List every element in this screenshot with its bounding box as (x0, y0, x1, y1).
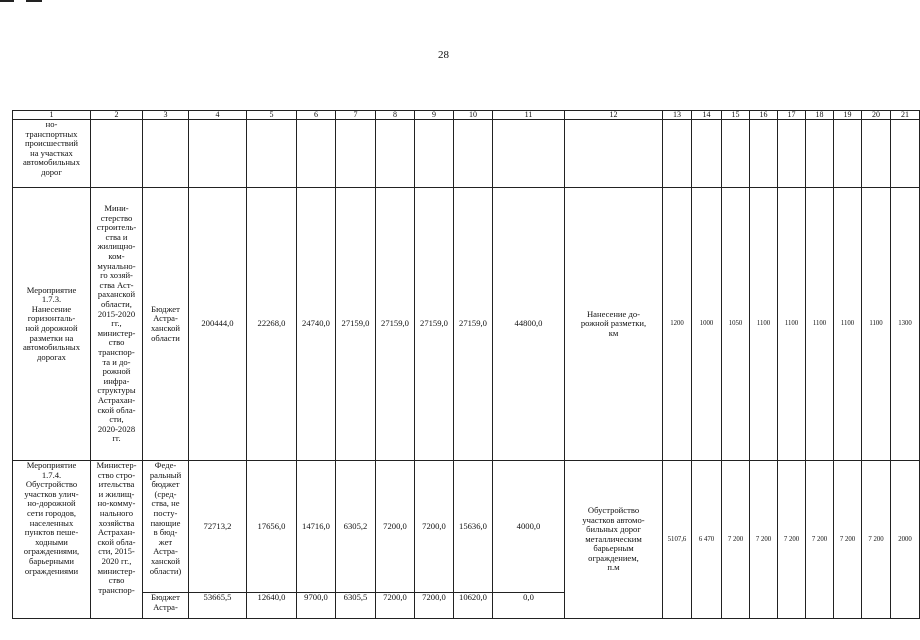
target-value-cell: 1100 (862, 188, 891, 461)
column-number: 8 (376, 111, 415, 120)
funding-value-cell: 9700,0 (297, 593, 336, 619)
column-number: 7 (336, 111, 376, 120)
column-number: 9 (415, 111, 454, 120)
measure-name-cell: но- транспортных происшествий на участках автомобильных дорог (13, 120, 91, 188)
funding-source-cell: Феде- ральный бюджет (сред- ства, не посту- пающие в бюд- жет Астра- ханской области) (143, 461, 189, 593)
page-number: 28 (438, 49, 449, 61)
column-number: 16 (750, 111, 778, 120)
column-number: 4 (189, 111, 247, 120)
column-number: 2 (91, 111, 143, 120)
target-value-cell: 6 470 (692, 461, 722, 619)
funding-value-cell: 17656,0 (247, 461, 297, 593)
executor-cell: Министер- ство стро- ительства и жилищ- но-комму- нального хозяйства Астрахан- ской обла- сти, 2015- 2020 гг., министер- ство транспор- (91, 461, 143, 619)
funding-value-cell: 24740,0 (297, 188, 336, 461)
target-value-cell: 2000 (891, 461, 920, 619)
funding-value-cell: 27159,0 (415, 188, 454, 461)
funding-value-cell: 4000,0 (493, 461, 565, 593)
target-value-cell: 7 200 (722, 461, 750, 619)
funding-value-cell: 44800,0 (493, 188, 565, 461)
funding-value-cell: 27159,0 (336, 188, 376, 461)
funding-value-cell: 7200,0 (376, 593, 415, 619)
target-value-cell: 7 200 (750, 461, 778, 619)
column-number: 20 (862, 111, 891, 120)
column-number: 3 (143, 111, 189, 120)
column-number: 11 (493, 111, 565, 120)
column-number: 19 (834, 111, 862, 120)
funding-value-cell: 14716,0 (297, 461, 336, 593)
target-value-cell: 7 200 (862, 461, 891, 619)
funding-value-cell: 12640,0 (247, 593, 297, 619)
column-number: 13 (663, 111, 692, 120)
column-number: 14 (692, 111, 722, 120)
target-value-cell: 1100 (806, 188, 834, 461)
target-value-cell: 7 200 (778, 461, 806, 619)
funding-value-cell: 27159,0 (454, 188, 493, 461)
target-value-cell: 1000 (692, 188, 722, 461)
funding-value-cell: 10620,0 (454, 593, 493, 619)
target-value-cell: 1200 (663, 188, 692, 461)
target-value-cell: 7 200 (806, 461, 834, 619)
scan-mark-left (0, 0, 14, 2)
column-number: 17 (778, 111, 806, 120)
target-value-cell: 1100 (778, 188, 806, 461)
funding-value-cell: 7200,0 (376, 461, 415, 593)
measure-name-cell: Мероприятие 1.7.4. Обустройство участков улич- но-дорожной сети городов, населенных пунктов пеше- ходными ограждениями, барьерными ограждениями (13, 461, 91, 619)
scan-mark-right (26, 0, 42, 2)
indicator-cell: Обустройство участков автомо- бильных дорог металлическим барьерным ограждением, п.м (565, 461, 663, 619)
funding-source-cell: Бюджет Астра- (143, 593, 189, 619)
column-number: 5 (247, 111, 297, 120)
executor-cell: Мини- стерство строитель- ства и жилищно- ком- мунально- го хозяй- ства Аст- раханской области, 2015-2020 гг., министер- ство транспор- та и до- рожной инфра- структуры Астрахан- ской обла- сти, 2020-2028 гг. (91, 188, 143, 461)
funding-value-cell: 7200,0 (415, 593, 454, 619)
program-table (12, 110, 920, 619)
funding-value-cell: 53665,5 (189, 593, 247, 619)
column-number: 18 (806, 111, 834, 120)
funding-value-cell: 22268,0 (247, 188, 297, 461)
target-value-cell: 1050 (722, 188, 750, 461)
measure-name-cell: Мероприятие 1.7.3. Нанесение горизонталь- ной дорожной разметки на автомобильных дорогах (13, 188, 91, 461)
target-value-cell: 5107,6 (663, 461, 692, 619)
target-value-cell: 1100 (750, 188, 778, 461)
funding-value-cell: 27159,0 (376, 188, 415, 461)
target-value-cell: 1300 (891, 188, 920, 461)
column-number: 10 (454, 111, 493, 120)
funding-value-cell: 15636,0 (454, 461, 493, 593)
funding-value-cell: 0,0 (493, 593, 565, 619)
funding-value-cell: 6305,2 (336, 461, 376, 593)
target-value-cell: 7 200 (834, 461, 862, 619)
column-number: 1 (13, 111, 91, 120)
column-number: 12 (565, 111, 663, 120)
table-row-continuation (13, 120, 920, 188)
column-number: 21 (891, 111, 920, 120)
funding-value-cell: 6305,5 (336, 593, 376, 619)
column-number: 6 (297, 111, 336, 120)
funding-source-cell: Бюджет Астра- ханской области (143, 188, 189, 461)
funding-value-cell: 72713,2 (189, 461, 247, 593)
funding-value-cell: 7200,0 (415, 461, 454, 593)
table-row-measure-1-7-3 (13, 188, 920, 461)
column-number: 15 (722, 111, 750, 120)
target-value-cell: 1100 (834, 188, 862, 461)
indicator-cell: Нанесение до- рожной разметки, км (565, 188, 663, 461)
column-number-row (13, 111, 920, 120)
table-row-measure-1-7-4 (13, 461, 920, 593)
funding-value-cell: 200444,0 (189, 188, 247, 461)
